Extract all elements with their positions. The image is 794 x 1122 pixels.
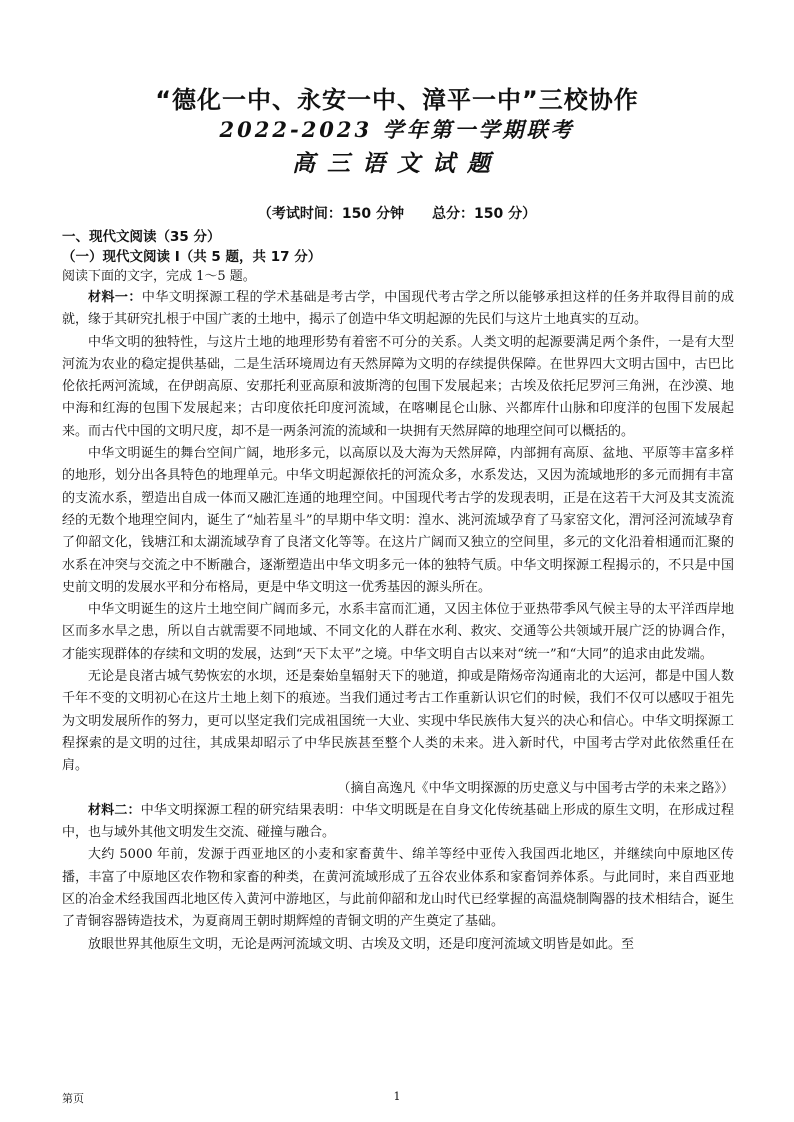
exam-subject-title: 高三语文试题 (292, 150, 502, 177)
material2-label: 材料二： (88, 802, 141, 818)
footer-page-number: 1 (393, 1090, 401, 1103)
material2-paragraph-3: 放眼世界其他原生文明，无论是两河流域文明、古埃及文明，还是印度河流域文明皆是如此。至 (88, 936, 635, 952)
reading-instruction: 阅读下面的文字，完成 1～5 题。 (62, 269, 256, 284)
material1-paragraph-2: 中华文明的独特性，与这片土地的地理形势有着密不可分的关系。人类文明的起源要满足两个条件，一是有大型河流为农业的稳定提供基础，二是生活环境周边有天然屏障为文明的存续提供保障。在世界四大文明古国中，古巴比伦依托两河流域，在伊朗高原、安那托利亚高原和波斯湾的包围下发展起来；古埃及依托尼罗河三角洲，在沙漠、地中海和红海的包围下发展起来；古印度依托印度河流域，在喀喇昆仑山脉、兴都库什山脉和印度洋的包围下发展起来。而古代中国的文明尺度，却不是一两条河流的流域和一块拥有天然屏障的地理空间可以概括的。 (62, 334, 734, 439)
material1-paragraph-3: 中华文明诞生的舞台空间广阔，地形多元，以高原以及大海为天然屏障，内部拥有高原、盆地、平原等丰富多样的地形，划分出各具特色的地理单元。中华文明起源依托的河流众多，水系发达，又因为流域地形的多元而拥有丰富的支流水系，塑造出自成一体而又融汇连通的地理空间。中国现代考古学的发现表明，正是在这若干大河及其支流流经的无数个地理空间内，诞生了“灿若星斗”的早期中华文明：湟水、洮河流域孕育了马家窑文化，渭河泾河流域孕育了仰韶文化，钱塘江和太湖流域孕育了良渚文化等等。在这片广阔而又独立的空间里，多元的文化沿着相通而汇聚的水系在冲突与交流之中不断融合，逐渐塑造出中华文明多元一体的独特气质。中华文明探源工程揭示的，不只是中国史前文明的发展水平和分布格局，更是中华文明这一优秀基因的源头所在。 (62, 446, 734, 595)
exam-time: （考试时间：150 分钟 (257, 206, 404, 222)
material1-paragraph-4: 中华文明诞生的这片土地空间广阔而多元，水系丰富而汇通，又因主体位于亚热带季风气候主导的太平洋西岸地区而多水旱之患，所以自古就需要不同地域、不同文化的人群在水利、救灾、交通等公共领域开展广泛的协调合作，才能实现群体的存续和文明的发展，达到“天下太平”之境。中华文明自古以来对“统一”和“大同”的追求由此发端。 (62, 602, 734, 662)
footer-page-label: 第页 (62, 1092, 84, 1105)
material2-paragraph-1: 材料二：中华文明探源工程的研究结果表明：中华文明既是在自身文化传统基础上形成的原生文明，在形成过程中，也与域外其他文明发生交流、碰撞与融合。 (62, 802, 734, 841)
material1-label: 材料一： (88, 290, 142, 305)
material1-paragraph-5: 无论是良渚古城气势恢宏的水坝，还是秦始皇辐射天下的驰道，抑或是隋炀帝沟通南北的大运河，都是中国人数千年不变的文明初心在这片土地上刻下的痕迹。当我们通过考古工作重新认识它们的时候，我们不仅可以感叹于祖先为文明发展所作的努力，更可以坚定我们完成祖国统一大业、实现中华民族伟大复兴的决心和信心。中华文明探源工程探索的是文明的过往，其成果却昭示了中华民族甚至整个人类的未来。进入新时代，中国考古学对此依然重任在肩。 (62, 669, 734, 774)
exam-info (0, 203, 794, 223)
exam-content (62, 227, 734, 956)
school-consortium-title: “德化一中、永安一中、漳平一中”三校协作 (155, 86, 639, 114)
subsection-title: （一）现代文阅读 I（共 5 题，共 17 分） (62, 249, 322, 265)
semester-title: 2022-2023 学年第一学期联考 (219, 117, 575, 142)
material1-source: （摘自高逸凡《中华文明探源的历史意义与中国考古学的未来之路》） (337, 780, 734, 796)
exam-total-score: 总分：150 分） (432, 206, 537, 222)
material1-paragraph-1: 材料一：中华文明探源工程的学术基础是考古学，中国现代考古学之所以能够承担这样的任务并取得目前的成就，缘于其研究扎根于中国广袤的土地中，揭示了创造中华文明起源的先民们与这片土地真实的互动。 (62, 290, 734, 328)
section-title: 一、现代文阅读（35 分） (62, 229, 221, 245)
material2-paragraph-2: 大约 5000 年前，发源于西亚地区的小麦和家畜黄牛、绵羊等经中亚传入我国西北地区，并继续向中原地区传播，丰富了中原地区农作物和家畜的种类，在黄河流域形成了五谷农业体系和家畜饲养体系。与此同时，来自西亚地区的冶金术经我国西北地区传入黄河中游地区，与此前仰韶和龙山时代已经掌握的高温烧制陶器的技术相结合，诞生了青铜容器铸造技术，为夏商周王朝时期辉煌的青铜文明的产生奠定了基础。 (62, 847, 734, 930)
